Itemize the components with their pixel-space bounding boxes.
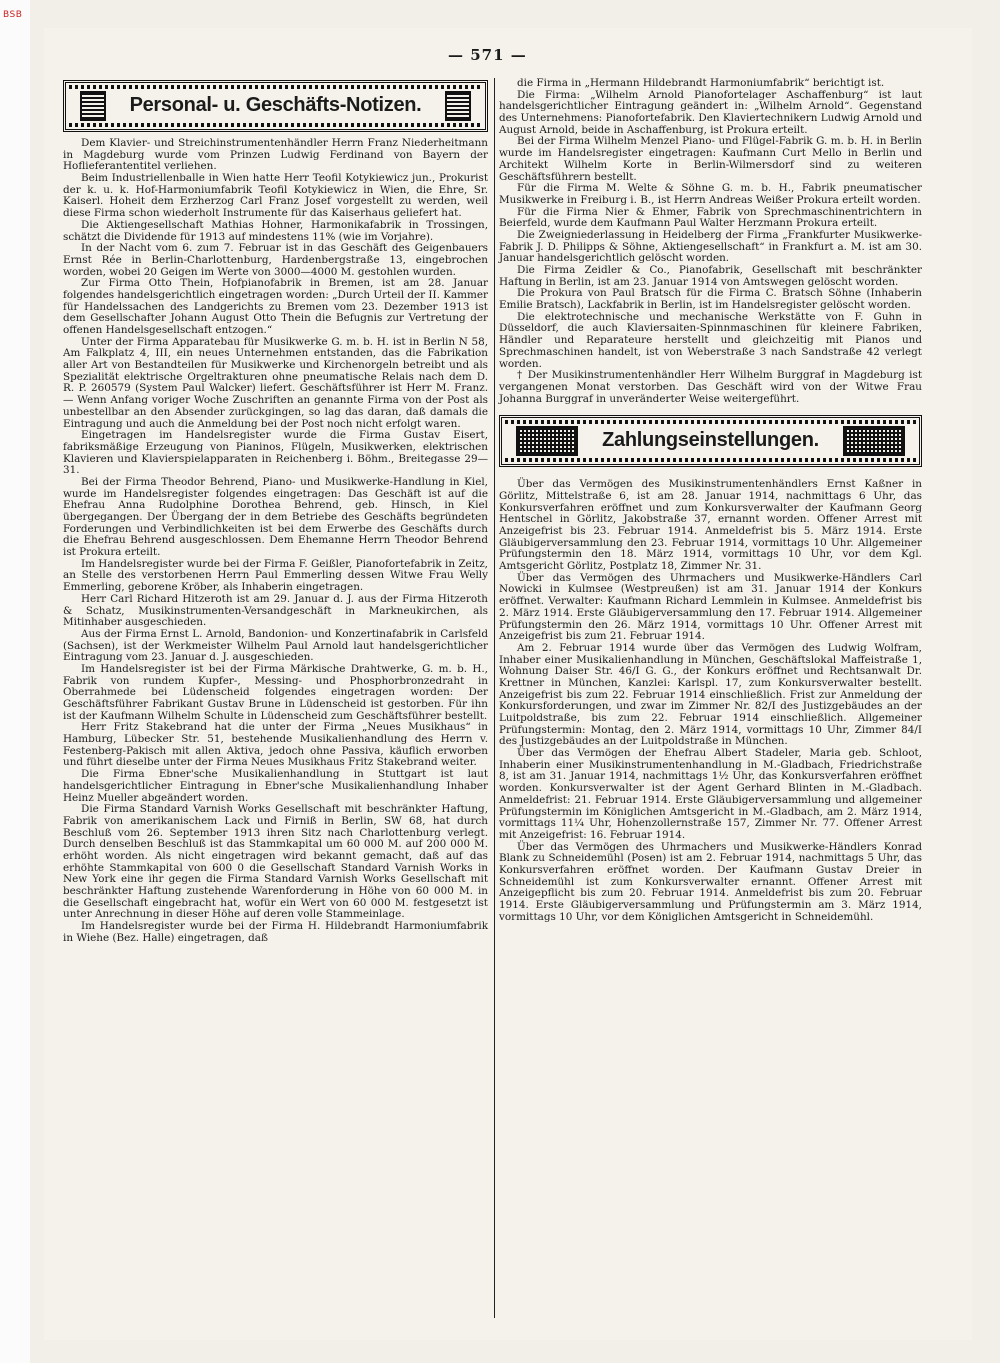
page-number: — 571 —	[448, 46, 527, 64]
article-paragraph: Bei der Firma Theodor Behrend, Piano- und Musikwerke-Handlung in Kiel, wurde im Handelsregister folgendes eingetragen: Das Geschäft ist auf die Ehefrau Anna Rudolphine Dorothea Behrend, geb. Hinsch, in Kiel übergegangen. Der Übergang der in dem Betriebe des Geschäfts begründeten Forderungen und Verbindlichkeiten ist bei dem Erwerbe des Geschäfts durch die Ehefrau Behrend ausgeschlossen. Dem Ehemanne Herrn Theodor Behrend ist Prokura erteilt.	[63, 475, 488, 559]
ornament-icon	[80, 91, 106, 121]
ornament-icon	[516, 426, 578, 456]
article-paragraph: Herr Fritz Stakebrand hat die unter der Firma „Neues Musikhaus“ in Hamburg, Lübecker Str. 51, bestehende Musikalienhandlung des Herrn v. Festenberg-Pakisch mit allen Aktiva, jedoch ohne Passiva, käuflich erworben und führt dieselbe unter der Firma Neues Musikhaus Fritz Stakebrand weiter.	[63, 721, 488, 769]
article-paragraph: Zur Firma Otto Thein, Hofpianofabrik in Bremen, ist am 28. Januar folgendes handelsgerichtlich eingetragen worden: „Durch Urteil der II. Kammer für Handelssachen des Landgerichts zu Bremen vom 23. Dezember 1913 ist dem Gesellschafter Johann August Otto Thein die Befugnis zur Vertretung der offenen Handelsgesellschaft entzogen.“	[63, 277, 488, 336]
article-paragraph: Bei der Firma Wilhelm Menzel Piano- und Flügel-Fabrik G. m. b. H. in Berlin wurde im Handelsregister eingetragen: Kaufmann Curt Mello in Berlin und Architekt Wilhelm Korte in Berlin-Wilmersdorf sind zu weiteren Geschäftsführern bestellt.	[499, 135, 922, 183]
article-paragraph: Für die Firma Nier & Ehmer, Fabrik von Sprechmaschinentrichtern in Beierfeld, wurde dem Kaufmann Paul Walter Herzmann Prokura erteilt.	[499, 205, 922, 230]
article-paragraph: Am 2. Februar 1914 wurde über das Vermögen des Ludwig Wolfram, Inhaber einer Musikalienhandlung in München, Geschäftslokal Maffeistraße 1, Wohnung Daiser Str. 46/I G. G., der Konkurs eröffnet und Rechtsanwalt Dr. Krettner in München, Kanzlei: Karlspl. 17, zum Konkursverwalter bestellt. Anzeigefrist bis zum 22. Februar 1914 einschließlich. Frist zur Anmeldung der Konkursforderungen, und zwar im Zimmer Nr. 82/I des Justizgebäudes an der Luitpoldstraße, bis zum 22. Februar 1914 einschließlich. Allgemeiner Prüfungstermin: Montag, den 2. März 1914, vormittags 10 Uhr, Zimmer 84/I des Justizgebäudes an der Luitpoldstraße in München.	[499, 641, 922, 748]
right-paragraphs-bottom	[499, 479, 922, 923]
article-paragraph: Dem Klavier- und Streichinstrumentenhändler Herrn Franz Niederheitmann in Magdeburg wurde vom Prinzen Ludwig Ferdinand von Bayern der Hoflieferantentitel verliehen.	[63, 137, 488, 173]
column-divider	[494, 78, 495, 1318]
article-paragraph: Die elektrotechnische und mechanische Werkstätte von F. Guhn in Düsseldorf, die auch Klaviersaiten-Spinnmaschinen für kleinere Fabriken, Händler und Reparateure herstellt und gleichzeitig mit Pianos und Sprechmaschinen handelt, ist von Weberstraße 3 nach Sandstraße 42 verlegt worden.	[499, 310, 922, 370]
left-paragraphs	[63, 138, 488, 944]
section-title: Zahlungseinstellungen.	[602, 429, 819, 452]
right-paragraphs-top	[499, 78, 922, 405]
article-paragraph: Die Aktiengesellschaft Mathias Hohner, Harmonikafabrik in Trossingen, schätzt die Dividende für 1913 auf mindestens 11% (wie im Vorjahre).	[63, 218, 488, 243]
left-column	[63, 78, 488, 944]
article-paragraph: † Der Musikinstrumentenhändler Herr Wilhelm Burggraf in Magdeburg ist vergangenen Monat verstorben. Das Geschäft wird von der Witwe Frau Johanna Burggraf in unveränderter Weise weitergeführt.	[499, 369, 922, 405]
article-paragraph: Die Firma: „Wilhelm Arnold Pianofortelager Aschaffenburg“ ist laut handelsgerichtlicher Eintragung geändert in: „Wilhelm Arnold“. Gegenstand des Unternehmens: Pianofortefabrik. Den Klaviertechnikern Ludwig Arnold und August Arnold, beide in Aschaffenburg, ist Prokura erteilt.	[499, 88, 922, 136]
ornament-icon	[445, 91, 471, 121]
right-column	[499, 78, 922, 923]
article-paragraph: In der Nacht vom 6. zum 7. Februar ist in das Geschäft des Geigenbauers Ernst Rée in Berlin-Charlottenburg, Hardenbergstraße 13, eingebrochen worden, wobei 20 Geigen im Werte von 3000—4000 M. gestohlen wurden.	[63, 242, 488, 278]
article-paragraph: Die Prokura von Paul Bratsch für die Firma C. Bratsch Söhne (Inhaberin Emilie Bratsch), Lackfabrik in Berlin, ist im Handelsregister gelöscht worden.	[499, 287, 922, 312]
article-paragraph: Aus der Firma Ernst L. Arnold, Bandonion- und Konzertinafabrik in Carlsfeld (Sachsen), ist der Werkmeister Wilhelm Paul Arnold laut handelsgerichtlicher Eintragung vom 23. Januar d. J. ausgeschieden.	[63, 627, 488, 664]
library-watermark: BSB	[3, 10, 23, 20]
article-paragraph: Für die Firma M. Welte & Söhne G. m. b. H., Fabrik pneumatischer Musikwerke in Freiburg i. B., ist Herrn Andreas Weißer Prokura erteilt worden.	[499, 182, 922, 206]
scan-margin	[0, 0, 30, 1363]
article-paragraph: die Firma in „Hermann Hildebrandt Harmoniumfabrik“ berichtigt ist.	[517, 77, 885, 89]
article-paragraph: Über das Vermögen der Ehefrau Albert Stadeler, Maria geb. Schloot, Inhaberin einer Musikinstrumentenhandlung in M.-Gladbach, Friedrichstraße 8, ist am 31. Januar 1914, nachmittags 1½ Uhr, das Konkursverfahren eröffnet worden. Konkursverwalter ist der Agent Gerhard Blinten in M.-Gladbach. Anmeldefrist: 21. Februar 1914. Erste Gläubigerversammlung und allgemeiner Prüfungstermin im Königlichen Amtsgericht in M.-Gladbach, am 2. März 1914, vormittags 11¼ Uhr, Hohenzollernstraße 157, Zimmer Nr. 77. Offener Arrest mit Anzeigefrist: 16. Februar 1914.	[499, 747, 922, 841]
article-paragraph: Die Zweigniederlassung in Heidelberg der Firma „Frankfurter Musikwerke-Fabrik J. D. Philipps & Söhne, Aktiengesellschaft“ in Frankfurt a. M. ist am 30. Januar handelsgerichtlich gelöscht worden.	[499, 228, 922, 265]
article-paragraph: Im Handelsregister wurde bei der Firma H. Hildebrandt Harmoniumfabrik in Wiehe (Bez. Halle) eingetragen, daß	[63, 920, 488, 944]
article-paragraph: Herr Carl Richard Hitzeroth ist am 29. Januar d. J. aus der Firma Hitzeroth & Schatz, Musikinstrumenten-Versandgeschäft in Markneukirchen, als Mitinhaber ausgeschieden.	[63, 592, 488, 629]
article-paragraph: Unter der Firma Apparatebau für Musikwerke G. m. b. H. ist in Berlin N 58, Am Falkplatz 4, III, ein neues Unternehmen entstanden, das die Fabrikation aller Art von Bestandteilen für Musikwerke und Kirchenorgeln betreibt und als Spezialität elektrische Orgeltrakturen ohne pneumatische Relais nach dem D. R. P. 260579 (System Paul Walcker) liefert. Geschäftsführer ist Herr M. Franz. — Wenn Anfang voriger Woche Zuschriften an genannte Firma von der Post als unbestellbar an den Absender zurückgingen, so lag das daran, daß damals die Eintragung und auch die Anmeldung bei der Post noch nicht erfolgt waren.	[63, 335, 488, 430]
section-title: Personal- u. Geschäfts-Notizen.	[129, 94, 422, 117]
article-paragraph: Über das Vermögen des Uhrmachers und Musikwerke-Händlers Konrad Blank zu Schneidemühl (Posen) ist am 2. Februar 1914, nachmittags 5 Uhr, das Konkursverfahren eröffnet worden. Der Kaufmann Gustav Dreier in Schneidemühl ist zum Konkursverwalter ernannt. Offener Arrest mit Anzeigepflicht bis zum 20. Februar 1914. Anmeldefrist bis zum 20. Februar 1914. Erste Gläubigerversammlung und Prüfungstermin am 3. März 1914, vormittags 10 Uhr, vor dem Königlichen Amtsgericht in Schneidemühl.	[499, 840, 922, 923]
article-paragraph: Beim Industriellenballe in Wien hatte Herr Teofil Kotykiewicz jun., Prokurist der k. u. k. Hof-Harmoniumfabrik Teofil Kotykiewicz in Wien, die Ehre, Sr. Kaiserl. Hoheit dem Erzherzog Carl Franz Josef vorgestellt zu werden, weil diese Firma schon wiederholt Instrumente für das Kaiserhaus geliefert hat.	[63, 172, 488, 220]
article-paragraph: Über das Vermögen des Uhrmachers und Musikwerke-Händlers Carl Nowicki in Kulmsee (Westpreußen) ist am 31. Januar 1914 der Konkurs eröffnet. Verwalter: Kaufmann Richard Lemmlein in Kulmsee. Anmeldefrist bis 2. März 1914. Erste Gläubigerversammlung den 17. Februar 1914. Allgemeiner Prüfungstermin den 26. März 1914, vormittags 10 Uhr. Offener Arrest mit Anzeigefrist bis zum 21. Februar 1914.	[499, 571, 922, 643]
article-paragraph: Über das Vermögen des Musikinstrumentenhändlers Ernst Kaßner in Görlitz, Mittelstraße 6, ist am 28. Januar 1914, nachmittags 6 Uhr, das Konkursverfahren eröffnet und zum Konkursverwalter der Kaufmann Georg Hentschel in Görlitz, Jakobstraße 37, ernannt worden. Offener Arrest mit Anzeigefrist bis 23. Februar 1914. Anmeldefrist bis 5. März 1914. Erste Gläubigerversammlung den 23. Februar 1914, vormittags 10 Uhr. Allgemeiner Prüfungstermin den 18. März 1914, vormittags 10 Uhr, vor dem Kgl. Amtsgericht Görlitz, Postplatz 18, Zimmer Nr. 31.	[499, 478, 922, 573]
article-paragraph: Die Firma Zeidler & Co., Pianofabrik, Gesellschaft mit beschränkter Haftung in Berlin, ist am 23. Januar 1914 von Amtswegen gelöscht worden.	[499, 264, 922, 288]
article-paragraph: Im Handelsregister ist bei der Firma Märkische Drahtwerke, G. m. b. H., Fabrik von rundem Kupfer-, Messing- und Phosphorbronzedraht in Oberrahmede bei Lüdenscheid folgendes eingetragen worden: Der Geschäftsführer Fabrikant Gustav Brune in Lüdenscheid ist gestorben. Für ihn ist der Kaufmann Wilhelm Schulte in Lüdenscheid zum Geschäftsführer bestellt.	[63, 662, 488, 722]
article-paragraph: Die Firma Ebner'sche Musikalienhandlung in Stuttgart ist laut handelsgerichtlicher Eintragung in Ebner'sche Musikalienhandlung Inhaber Heinz Mueller abgeändert worden.	[63, 768, 488, 804]
article-paragraph: Die Firma Standard Varnish Works Gesellschaft mit beschränkter Haftung, Fabrik von amerikanischem Lack und Firniß in Berlin, SW 68, hat durch Beschluß vom 26. September 1913 ihren Sitz nach Charlottenburg verlegt. Durch denselben Beschluß ist das Stammkapital um 60 000 M. auf 200 000 M. erhöht worden. Als nicht eingetragen wird bekannt gemacht, daß auf das erhöhte Stammkapital von 600 0 die Gesellschaft Standard Varnish Works in New York eine ihr gegen die Firma Standard Varnish Works Gesellschaft mit beschränkter Haftung zustehende Warenforderung in Höhe von 60 000 M. in die Gesellschaft eingebracht hat, wofür ein Wert von 60 000 M. festgesetzt ist unter Anrechnung in dieser Höhe auf deren volle Stammeinlage.	[63, 803, 488, 921]
section-header-personal	[63, 80, 488, 132]
article-paragraph: Eingetragen im Handelsregister wurde die Firma Gustav Eisert, fabriksmäßige Erzeugung von Pianinos, Flügeln, Musikwerken, elektrischen Klavieren und Klavierspielapparaten in Reichenberg i. Böhm., Breitegasse 29—31.	[63, 429, 488, 477]
ornament-icon	[843, 426, 905, 456]
section-header-zahlungseinstellungen	[499, 415, 922, 467]
article-paragraph: Im Handelsregister wurde bei der Firma F. Geißler, Pianofortefabrik in Zeitz, an Stelle des verstorbenen Herrn Paul Emmerling dessen Witwe Frau Welly Emmerling, geborene Kröber, als Inhaberin eingetragen.	[63, 557, 488, 594]
